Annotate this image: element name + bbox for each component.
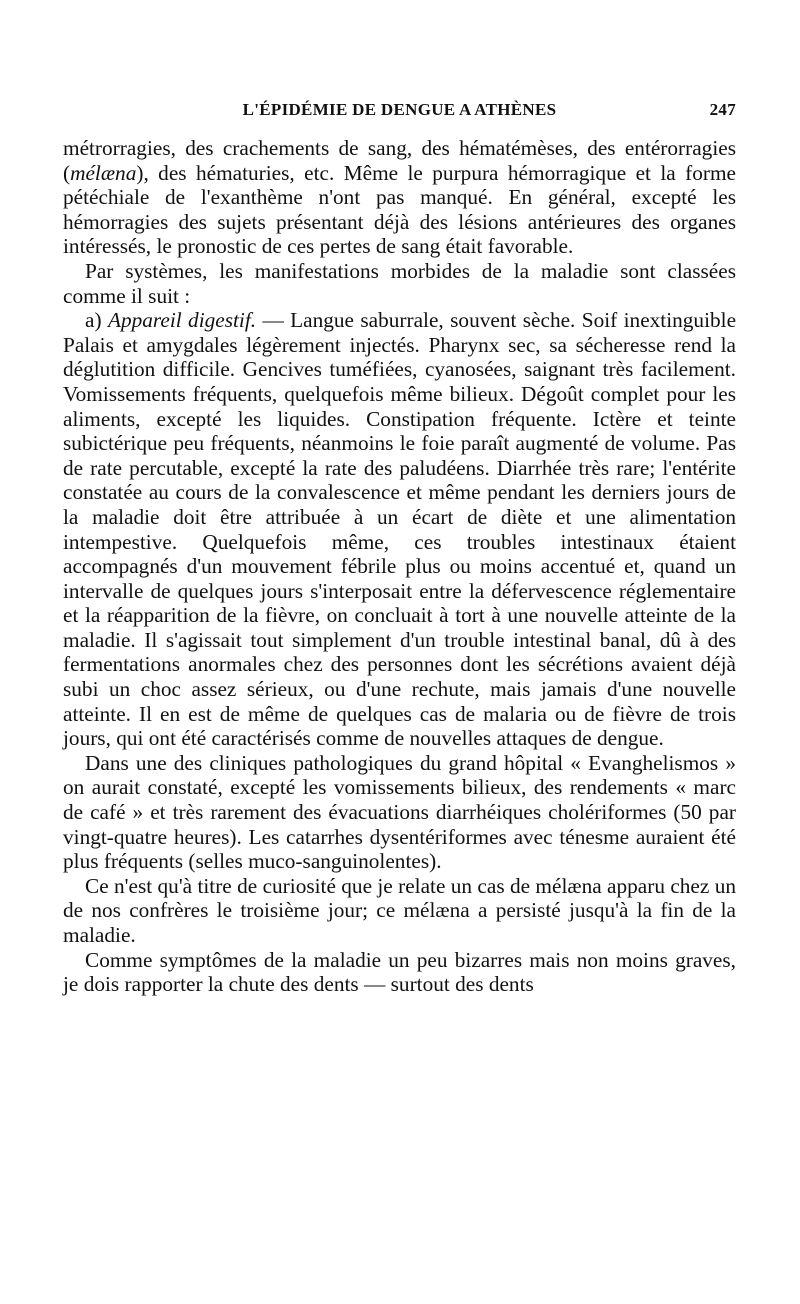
- paragraph-teeth: Comme symptômes de la maladie un peu bizarres mais non moins graves, je dois rapporter la chute des dents — surtout des dents: [63, 947, 736, 997]
- paragraph-text: ), des hématuries, etc. Même le purpura hémorragique et la forme pétéchiale de l'exanthème n'ont pas manqué. En général, excepté les hémorragies des sujets présentant déjà des lésions antérieures des organes intéressés, le pronostic de ces pertes de sang était favorable.: [63, 160, 736, 259]
- paragraph-text: — Langue saburrale, souvent sèche. Soif inextinguible Palais et amygdales légèrement injectés. Pharynx sec, sa sécheresse rend la déglutition difficile. Gencives tuméfiées, cyanosées, saignant très facilement. Vomissements fréquents, quelquefois même bilieux. Dégoût complet pour les aliments, excepté les liquides. Constipation fréquente. Ictère et teinte subictérique peu fréquents, néanmoins le foie paraît augmenté de volume. Pas de rate percutable, excepté la rate des paludéens. Diarrhée très rare; l'entérite constatée au cours de la convalescence et même pendant les derniers jours de la maladie doit être attribuée à un écart de diète et une alimentation intempestive. Quelquefois même, ces troubles intestinaux étaient accompagnés d'un mouvement fébrile plus ou moins accentué et, quand un intervalle de quelques jours s'interposait entre la défervescence réglementaire et la réapparition de la fièvre, on concluait à tort à une nouvelle atteinte de la maladie. Il s'agissait tout simplement d'un trouble intestinal banal, dû à des fermentations anormales chez des personnes dont les sécrétions avaient déjà subi un choc assez sérieux, ou d'une rechute, mais jamais d'une nouvelle atteinte. Il en est de même de quelques cas de malaria ou de fièvre de trois jours, qui ont été caractérisés comme de nouvelles attaques de dengue.: [63, 308, 737, 751]
- italic-term: mélæna: [70, 160, 137, 185]
- paragraph-systems: Par systèmes, les manifestations morbides de la maladie sont classées comme il suit :: [63, 258, 736, 308]
- page-number: 247: [709, 100, 736, 119]
- running-title: L'ÉPIDÉMIE DE DENGUE A ATHÈNES: [242, 100, 557, 119]
- running-head: [63, 92, 736, 122]
- list-marker: a): [85, 308, 108, 333]
- paragraph-melaena: Ce n'est qu'à titre de curiosité que je relate un cas de mélæna apparu chez un de nos confrères le troisième jour; ce mélæna a persisté jusqu'à la fin de la maladie.: [63, 873, 736, 947]
- paragraph-hemorrhages: [63, 136, 736, 259]
- paragraph-clinic: Dans une des cliniques pathologiques du grand hôpital « Evanghelismos » on aurait constaté, excepté les vomissements bilieux, des rendements « marc de café » et très rarement des évacuations diarrhéiques cholériformes (50 par vingt-quatre heures). Les catarrhes dysentériformes avec ténesme auraient été plus fréquents (selles muco-sanguinolentes).: [63, 750, 736, 874]
- section-heading: Appareil digestif.: [107, 308, 257, 333]
- paragraph-text: métrorragies, des crachements de sang, des hématémèses, des entérorragies (: [63, 136, 736, 185]
- body-text: [63, 136, 736, 997]
- paragraph-digestive: [63, 308, 736, 751]
- book-page: [63, 92, 736, 997]
